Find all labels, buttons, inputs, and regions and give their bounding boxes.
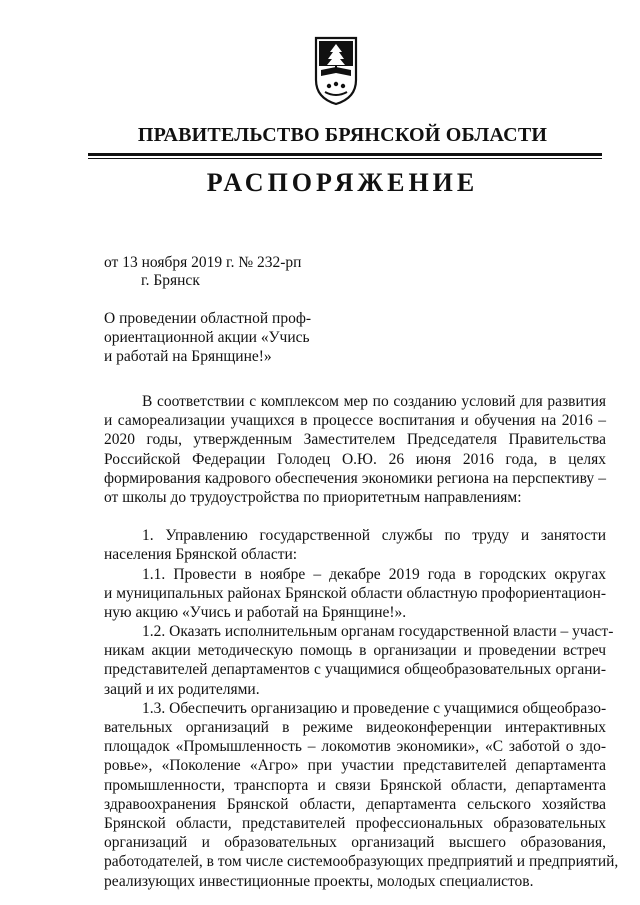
paragraph-gap [104, 507, 606, 526]
document-body [104, 392, 619, 891]
item-1-2-line: заций и их родителями. [104, 680, 260, 698]
item-1-3-line: промышленности, транспорта и связи Брянской области, департамента [104, 776, 606, 794]
item-1-line: населения Брянской области: [104, 546, 298, 564]
item-1-2-line: представителей департаментов с учащимися общеобразовательных органи- [104, 661, 606, 679]
subject-line: ориентационной акции «Учись [104, 329, 310, 346]
preamble-line: от школы до трудоустройства по приоритетным направлениям: [104, 488, 522, 506]
government-title: ПРАВИТЕЛЬСТВО БРЯНСКОЙ ОБЛАСТИ [137, 124, 548, 146]
preamble-line: формирования кадрового обеспечения экономики региона на перспективу – [104, 469, 606, 487]
preamble-line: и самореализации учащихся в процессе воспитания и обучения на 2016 – [104, 412, 606, 430]
item-1-1-line: 1.1. Провести в ноябре – декабре 2019 года в городских округах [142, 565, 606, 583]
bryansk-coat-of-arms-emblem [313, 36, 359, 106]
item-1-3-line: 1.3. Обеспечить организацию и проведение с учащимися общеобразо- [142, 699, 607, 717]
document-type-title: РАСПОРЯЖЕНИЕ [206, 168, 479, 197]
document-subject [104, 309, 314, 366]
item-1-3-line: реализующих инвестиционные проекты, молодых специалистов. [104, 872, 534, 890]
item-1-2-line: никам акции методическую помощь в организации и проведении встреч [104, 642, 606, 660]
item-1-2-line: 1.2. Оказать исполнительным органам государственной власти – участ- [142, 623, 614, 641]
header-rule-thin [88, 158, 602, 159]
item-1-3-line: организаций и образовательных организаций высшего образования, [104, 834, 606, 852]
item-1-line: 1. Управлению государственной службы по труду и занятости [142, 527, 606, 545]
item-1-3-line: работодателей, в том числе системообразующих предприятий и предприятий, [104, 853, 619, 871]
document-date-number: от 13 ноября 2019 г. № 232-рп [104, 254, 302, 271]
item-1-3-line: Брянской области, представителей профессиональных образовательных [104, 814, 606, 832]
preamble-line: 2020 годы, утвержденным Заместителем Председателя Правительства [104, 431, 606, 449]
preamble-line: Российской Федерации Голодец О.Ю. 26 июня 2016 года, в целях [104, 450, 606, 468]
document-city: г. Брянск [141, 272, 200, 289]
subject-line: О проведении областной проф- [104, 310, 312, 327]
item-1-3-line: здравоохранения Брянской области, департамента сельского хозяйства [104, 795, 606, 813]
preamble-line: В соответствии с комплексом мер по созданию условий для развития [142, 393, 606, 410]
header-rule-thick [88, 153, 602, 156]
item-1-1-line: ную акцию «Учись и работай на Брянщине!». [104, 603, 407, 621]
subject-line: и работай на Брянщине!» [104, 348, 272, 365]
item-1-1-line: и муниципальных районах Брянской области областную профориентацион- [104, 584, 606, 602]
item-1-3-line: ровье», «Поколение «Агро» при участии представителей департамента [104, 757, 606, 775]
item-1-3-line: вательных организаций в режиме видеоконференции интерактивных [104, 719, 606, 736]
item-1-3-line: площадок «Промышленность – локомотив экономики», «С заботой о здо- [104, 738, 606, 756]
